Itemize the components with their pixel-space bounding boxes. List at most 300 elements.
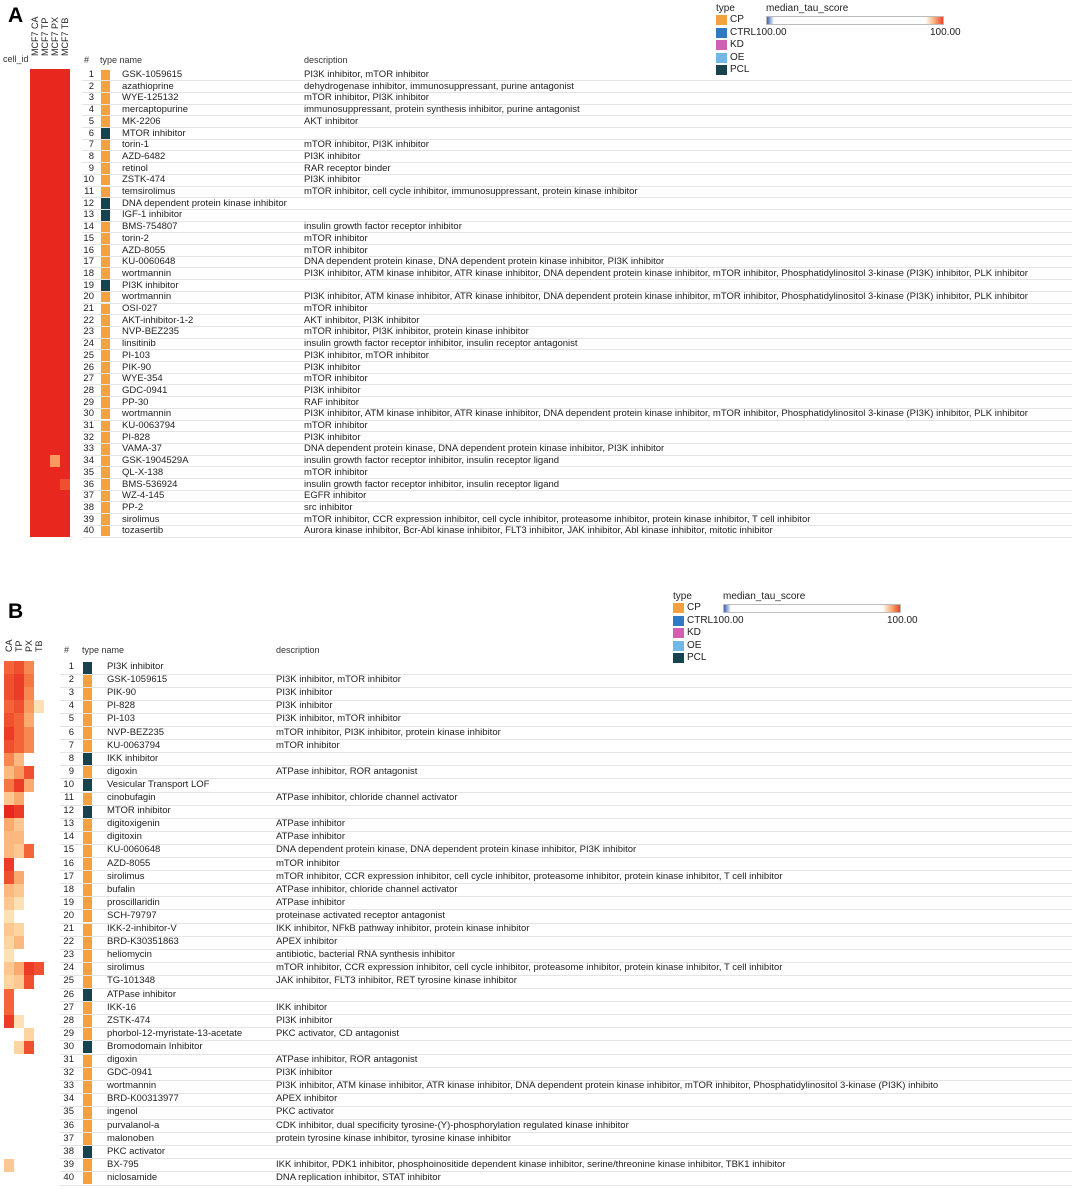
panel-a-heatmap-cell: [40, 92, 50, 104]
panel-b-row-number: 25: [63, 975, 74, 987]
panel-b-row-type-swatch: [83, 779, 92, 791]
panel-a-heatmap-cell: [30, 151, 40, 163]
panel-a-row-type-swatch: [101, 339, 110, 350]
panel-a-row-description: PI3K inhibitor: [304, 384, 361, 396]
panel-a-row-type-swatch: [101, 315, 110, 326]
panel-b-row-description: PI3K inhibitor: [276, 1067, 333, 1079]
panel-a-heatmap-cell: [40, 490, 50, 502]
panel-b-heatmap-cell: [4, 753, 14, 767]
panel-a-heatmap-cell: [30, 256, 40, 268]
panel-b-heatmap-cell: [4, 1093, 14, 1107]
panel-b-row-type-swatch: [83, 714, 92, 726]
panel-b-heatmap-cell: [4, 1172, 14, 1186]
panel-a-row-number: 12: [83, 197, 94, 209]
panel-a-heatmap-cell: [50, 350, 60, 362]
panel-a-row-description: PI3K inhibitor, mTOR inhibitor: [304, 349, 429, 361]
panel-b-heatmap-cell: [24, 779, 34, 793]
panel-a-row-description: Aurora kinase inhibitor, Bcr-Abl kinase inhibitor, FLT3 inhibitor, JAK inhibitor, Abl kinase inhibitor, mitotic inhibitor: [304, 525, 773, 537]
panel-a-heatmap-cell: [60, 151, 70, 163]
panel-a-heatmap-cell: [50, 186, 60, 198]
panel-b-row-number: 34: [63, 1093, 74, 1105]
panel-a-heatmap-cell: [40, 198, 50, 210]
panel-b-heatmap-cell: [24, 1028, 34, 1042]
panel-a-cell-id-label: cell_id: [3, 54, 29, 64]
panel-a-heatmap-cell: [40, 362, 50, 374]
panel-b-row-description: ATPase inhibitor: [276, 818, 345, 830]
panel-b-row-name: sirolimus: [107, 962, 145, 974]
panel-a-row-number: 36: [83, 478, 94, 490]
panel-a-heatmap-cell: [60, 315, 70, 327]
panel-a-row-description: AKT inhibitor, PI3K inhibitor: [304, 314, 420, 326]
panel-b-heatmap-cell: [24, 661, 34, 675]
panel-b-heatmap-cell: [14, 949, 24, 963]
panel-a-heatmap-cell: [40, 116, 50, 128]
panel-a-heatmap-cell: [30, 514, 40, 526]
panel-b-heatmap-cell: [14, 1067, 24, 1081]
panel-b-row-number: 1: [68, 661, 74, 672]
panel-a-heatmap-cell: [40, 280, 50, 292]
panel-b-heatmap-cell: [4, 661, 14, 675]
panel-a-row-name: GSK-1059615: [122, 69, 183, 80]
panel-a-column-header: MCF7 PX: [50, 16, 60, 56]
panel-b-heatmap-cell: [34, 753, 44, 767]
panel-b-heatmap-cell: [24, 897, 34, 911]
panel-b-heatmap-cell: [34, 884, 44, 898]
panel-a-row-name: wortmannin: [122, 267, 172, 279]
panel-a-heatmap-cell: [60, 116, 70, 128]
panel-b-row-name: phorbol-12-myristate-13-acetate: [107, 1027, 243, 1039]
panel-b-heatmap-cell: [14, 727, 24, 741]
panel-a-row-number: 3: [88, 92, 94, 104]
panel-a-row-description: mTOR inhibitor: [304, 244, 368, 256]
panel-a-row-number: 19: [83, 279, 94, 291]
panel-b-row-type-swatch: [83, 675, 92, 687]
panel-b-row-name: PIK-90: [107, 687, 137, 699]
panel-b-row-description: ATPase inhibitor, chloride channel activator: [276, 883, 458, 895]
panel-b: [0, 590, 1072, 1189]
panel-b-heatmap-cell: [24, 871, 34, 885]
panel-b-heatmap-cell: [34, 871, 44, 885]
panel-b-row-type-swatch: [83, 1068, 92, 1080]
panel-b-row-type-swatch: [83, 1081, 92, 1093]
panel-a-row-description: mTOR inhibitor, PI3K inhibitor: [304, 92, 429, 104]
panel-b-row-number: 30: [63, 1040, 74, 1052]
panel-a-heatmap-cell: [40, 350, 50, 362]
panel-b-row-name: BRD-K00313977: [107, 1093, 179, 1105]
panel-b-row-type-swatch: [83, 897, 92, 909]
panel-a-heatmap-cell: [50, 151, 60, 163]
panel-b-heatmap-cell: [4, 1106, 14, 1120]
panel-a-heatmap-cell: [50, 291, 60, 303]
panel-b-row-name: digoxin: [107, 1054, 138, 1065]
panel-a-heatmap-cell: [50, 198, 60, 210]
panel-b-heatmap-cell: [24, 727, 34, 741]
panel-a-row-name: ZSTK-474: [122, 174, 166, 186]
panel-a-row-number: 13: [83, 209, 94, 221]
panel-a-heatmap-cell: [60, 92, 70, 104]
panel-b-heatmap-cell: [24, 1133, 34, 1147]
panel-b-heatmap-cell: [34, 975, 44, 989]
panel-a-heatmap-cell: [40, 174, 50, 186]
panel-b-heatmap-cell: [34, 858, 44, 872]
panel-b-row-type-swatch: [83, 976, 92, 988]
panel-b-legend-label-oe: OE: [687, 639, 702, 651]
panel-a-heatmap-cell: [40, 408, 50, 420]
panel-a-row-name: PP-2: [122, 501, 144, 513]
panel-b-row-divider: [60, 1185, 1072, 1186]
panel-b-legend-swatch-oe: [673, 641, 684, 651]
panel-b-row-number: 4: [68, 700, 74, 712]
panel-a-heatmap-cell: [30, 92, 40, 104]
panel-b-row-type-swatch: [83, 1041, 92, 1053]
panel-a-heatmap-cell: [30, 69, 40, 81]
panel-b-row-number: 8: [68, 752, 74, 764]
panel-b-heatmap-cell: [4, 687, 14, 701]
panel-a-heatmap-cell: [30, 128, 40, 140]
panel-a-heatmap-cell: [40, 315, 50, 327]
panel-a-row-type-swatch: [101, 257, 110, 268]
panel-a-row-description: mTOR inhibitor: [304, 373, 368, 385]
panel-a-row-number: 31: [83, 420, 94, 431]
panel-a-heatmap-cell: [30, 326, 40, 338]
panel-b-legend-score-title: median_tau_score: [723, 591, 806, 602]
panel-a-row-type-swatch: [101, 70, 110, 81]
panel-a-legend-swatch-cp: [716, 15, 727, 25]
panel-a-heatmap-cell: [60, 525, 70, 537]
panel-a-row-name: PI-828: [122, 431, 150, 443]
panel-b-row-name: GDC-0941: [107, 1067, 153, 1079]
panel-b-heatmap-cell: [14, 1093, 24, 1107]
panel-a-heatmap-cell: [50, 245, 60, 257]
panel-a-row-description: PI3K inhibitor, mTOR inhibitor: [304, 69, 429, 80]
panel-a-heatmap-cell: [30, 373, 40, 385]
panel-b-row-name: IKK inhibitor: [107, 752, 159, 764]
panel-b-row-name: PI-828: [107, 700, 135, 712]
panel-b-heatmap-cell: [14, 805, 24, 819]
panel-b-row-number: 22: [63, 936, 74, 948]
panel-a-row-type-swatch: [101, 491, 110, 502]
panel-b-row-name: Vesicular Transport LOF: [107, 778, 210, 790]
panel-b-row-description: ATPase inhibitor: [276, 896, 345, 908]
panel-b-row-name: PI3K inhibitor: [107, 661, 164, 672]
panel-a-heatmap-cell: [30, 280, 40, 292]
panel-a-heatmap-cell: [60, 385, 70, 397]
panel-a-row-name: mercaptopurine: [122, 104, 189, 116]
panel-b-heatmap-cell: [4, 923, 14, 937]
panel-a-row-name: NVP-BEZ235: [122, 326, 180, 338]
panel-a-row-name: KU-0063794: [122, 420, 176, 431]
panel-b-row-description: IKK inhibitor: [276, 1001, 328, 1013]
panel-b-row-type-swatch: [83, 1146, 92, 1158]
panel-b-heatmap-cell: [34, 1067, 44, 1081]
panel-b-heatmap-cell: [14, 792, 24, 806]
panel-a-heatmap-cell: [40, 432, 50, 444]
panel-a-heatmap-cell: [50, 174, 60, 186]
panel-b-heatmap-cell: [34, 779, 44, 793]
panel-a-heatmap-cell: [40, 514, 50, 526]
panel-b-row-divider: [60, 752, 1072, 753]
panel-a-heatmap-cell: [60, 420, 70, 432]
panel-a-row-type-swatch: [101, 187, 110, 198]
panel-b-heatmap-cell: [34, 1146, 44, 1160]
panel-a-heatmap-cell: [30, 385, 40, 397]
panel-a-legend-score-title: median_tau_score: [766, 3, 849, 14]
panel-a-row-type-swatch: [101, 163, 110, 174]
panel-a-heatmap-cell: [40, 233, 50, 245]
panel-b-heatmap-cell: [14, 700, 24, 714]
panel-a-column-header: MCF7 TP: [40, 17, 50, 56]
panel-a-heatmap-cell: [30, 291, 40, 303]
panel-a-row-name: OSI-027: [122, 303, 158, 314]
panel-b-heatmap-cell: [34, 805, 44, 819]
panel-b-heatmap-cell: [24, 713, 34, 727]
panel-a-heatmap-cell: [40, 245, 50, 257]
panel-b-heatmap-cell: [4, 805, 14, 819]
panel-a-row-type-swatch: [101, 467, 110, 478]
panel-b-row-type-swatch: [83, 819, 92, 831]
panel-a-heatmap-cell: [30, 455, 40, 467]
panel-b-heatmap-cell: [24, 1146, 34, 1160]
panel-a-heatmap-cell: [30, 479, 40, 491]
panel-a-row-description: mTOR inhibitor: [304, 420, 368, 431]
panel-b-heatmap-cell: [14, 1106, 24, 1120]
panel-a-row-description: dehydrogenase inhibitor, immunosuppressant, purine antagonist: [304, 80, 574, 92]
panel-a-row-description: PI3K inhibitor: [304, 174, 361, 186]
panel-a-row-type-swatch: [101, 222, 110, 233]
panel-b-row-number: 2: [68, 674, 74, 686]
panel-a-row-name: AZD-8055: [122, 244, 166, 256]
panel-a-row-name: DNA dependent protein kinase inhibitor: [122, 197, 287, 209]
panel-a-row-type-swatch: [101, 444, 110, 455]
panel-a-row-number: 34: [83, 455, 94, 467]
panel-b-heatmap-cell: [4, 1146, 14, 1160]
panel-b-header-num: #: [64, 645, 70, 655]
panel-a-row-number: 32: [83, 431, 94, 443]
panel-b-heatmap-cell: [24, 936, 34, 950]
panel-a-row-name: KU-0060648: [122, 256, 176, 268]
panel-a-heatmap-cell: [30, 525, 40, 537]
panel-a-row-type-swatch: [101, 385, 110, 396]
panel-a-heatmap-cell: [60, 397, 70, 409]
panel-b-heatmap-cell: [4, 1067, 14, 1081]
panel-a-heatmap-cell: [30, 163, 40, 175]
panel-b-row-number: 15: [63, 844, 74, 856]
panel-b-label: B: [8, 600, 24, 623]
panel-b-heatmap-cell: [4, 1041, 14, 1055]
panel-a-row-number: 11: [84, 186, 94, 197]
panel-b-heatmap-cell: [14, 766, 24, 780]
panel-b-row-type-swatch: [83, 740, 92, 752]
panel-a-row-description: PI3K inhibitor: [304, 150, 361, 162]
panel-a-heatmap-cell: [60, 338, 70, 350]
panel-b-row-name: wortmannin: [107, 1080, 157, 1092]
panel-a-row-number: 40: [83, 525, 94, 537]
panel-b-heatmap-cell: [34, 713, 44, 727]
panel-b-heatmap-cell: [14, 674, 24, 688]
panel-a-heatmap-cell: [40, 221, 50, 233]
panel-b-heatmap-cell: [34, 1106, 44, 1120]
panel-b-legend-label-kd: KD: [687, 627, 701, 638]
panel-b-row-number: 5: [68, 713, 74, 725]
panel-b-row-type-swatch: [83, 793, 92, 805]
panel-a-row-name: wortmannin: [122, 408, 172, 420]
panel-b-row-description: PI3K inhibitor, ATM kinase inhibitor, ATR kinase inhibitor, DNA dependent protein kinase inhibitor, mTOR inhibitor, Phosphatidylinositol 3-kinase (PI3K) inhibito: [276, 1080, 939, 1092]
panel-b-row-description: CDK inhibitor, dual specificity tyrosine-(Y)-phosphorylation regulated kinase inhibitor: [276, 1119, 629, 1131]
panel-a-row-type-swatch: [101, 350, 110, 361]
panel-a-heatmap-cell: [60, 245, 70, 257]
panel-b-row-number: 36: [63, 1119, 74, 1131]
panel-b-row-number: 7: [68, 739, 74, 751]
panel-b-heatmap-cell: [14, 740, 24, 754]
panel-b-row-type-swatch: [83, 1015, 92, 1027]
panel-b-heatmap-cell: [4, 713, 14, 727]
panel-a-row-description: PI3K inhibitor, ATM kinase inhibitor, ATR kinase inhibitor, DNA dependent protein kinase inhibitor, mTOR inhibitor, Phosphatidylinositol 3-kinase (PI3K) inhibitor, PLK inhibitor: [304, 267, 1028, 279]
panel-a-column-header: MCF7 TB: [60, 17, 70, 56]
panel-a: [0, 0, 1072, 560]
panel-b-heatmap-cell: [24, 818, 34, 832]
panel-b-heatmap-cell: [4, 858, 14, 872]
panel-b-heatmap-cell: [34, 1041, 44, 1055]
panel-b-heatmap-cell: [14, 1080, 24, 1094]
panel-a-row-description: mTOR inhibitor, CCR expression inhibitor, cell cycle inhibitor, proteasome inhibitor, protein kinase inhibitor, T cell inhibitor: [304, 513, 811, 525]
panel-b-heatmap-cell: [14, 923, 24, 937]
panel-b-row-name: MTOR inhibitor: [107, 805, 171, 817]
panel-a-heatmap-cell: [60, 362, 70, 374]
panel-b-heatmap-cell: [4, 1159, 14, 1173]
panel-a-heatmap-cell: [30, 116, 40, 128]
panel-a-heatmap-cell: [60, 479, 70, 491]
panel-b-heatmap-cell: [4, 871, 14, 885]
panel-b-row-number: 6: [68, 726, 74, 738]
panel-b-row-type-swatch: [83, 1094, 92, 1106]
panel-b-heatmap-cell: [4, 1120, 14, 1134]
panel-b-heatmap-cell: [4, 740, 14, 754]
panel-b-row-description: PKC activator: [276, 1106, 335, 1118]
panel-a-heatmap-cell: [60, 128, 70, 140]
panel-a-row-number: 29: [83, 396, 94, 408]
panel-a-row-name: PP-30: [122, 396, 149, 408]
panel-a-row-name: torin-1: [122, 139, 149, 151]
panel-a-heatmap-cell: [50, 514, 60, 526]
panel-b-row-description: PI3K inhibitor, mTOR inhibitor: [276, 713, 401, 725]
panel-b-heatmap-cell: [24, 910, 34, 924]
panel-b-heatmap-cell: [34, 897, 44, 911]
panel-a-heatmap-cell: [60, 256, 70, 268]
panel-b-row-number: 12: [63, 805, 74, 817]
panel-b-row-description: mTOR inhibitor, PI3K inhibitor, protein kinase inhibitor: [276, 726, 501, 738]
panel-a-heatmap-cell: [60, 303, 70, 315]
panel-a-row-type-swatch: [101, 432, 110, 443]
panel-b-row-type-swatch: [83, 806, 92, 818]
panel-b-row-divider: [60, 988, 1072, 989]
panel-a-heatmap-cell: [50, 69, 60, 81]
panel-b-column-header: CA: [4, 639, 14, 652]
panel-b-heatmap-cell: [24, 923, 34, 937]
panel-a-heatmap-cell: [40, 291, 50, 303]
panel-b-heatmap-cell: [34, 1015, 44, 1029]
panel-a-heatmap-cell: [40, 303, 50, 315]
panel-b-row-name: BRD-K30351863: [107, 936, 179, 948]
panel-a-row-type-swatch: [101, 140, 110, 151]
panel-a-row-type-swatch: [101, 397, 110, 408]
panel-a-row-name: torin-2: [122, 232, 149, 244]
panel-b-heatmap-cell: [34, 989, 44, 1003]
panel-a-heatmap-cell: [40, 151, 50, 163]
panel-b-heatmap-cell: [14, 1054, 24, 1068]
panel-a-row-description: insulin growth factor receptor inhibitor, insulin receptor ligand: [304, 478, 560, 490]
panel-a-row-number: 26: [83, 361, 94, 373]
panel-a-row-description: EGFR inhibitor: [304, 490, 367, 502]
panel-b-row-type-swatch: [83, 1133, 92, 1145]
panel-b-row-type-swatch: [83, 924, 92, 936]
panel-a-row-type-swatch: [101, 116, 110, 127]
panel-b-heatmap-cell: [24, 989, 34, 1003]
panel-b-heatmap-cell: [34, 1028, 44, 1042]
panel-a-heatmap-cell: [30, 81, 40, 93]
panel-b-row-type-swatch: [83, 871, 92, 883]
panel-a-heatmap-cell: [60, 209, 70, 221]
panel-a-heatmap-cell: [60, 139, 70, 151]
panel-b-heatmap-cell: [34, 727, 44, 741]
panel-b-row-description: mTOR inhibitor: [276, 857, 340, 869]
panel-b-heatmap-cell: [34, 936, 44, 950]
panel-b-heatmap-cell: [4, 1015, 14, 1029]
panel-a-row-description: PI3K inhibitor: [304, 431, 361, 443]
panel-a-heatmap-cell: [50, 408, 60, 420]
panel-a-heatmap-cell: [30, 443, 40, 455]
panel-a-heatmap-cell: [50, 303, 60, 315]
panel-b-row-name: IKK-2-inhibitor-V: [107, 923, 177, 934]
panel-a-heatmap-cell: [50, 221, 60, 233]
panel-a-row-name: AZD-6482: [122, 150, 166, 162]
panel-b-heatmap-cell: [14, 1172, 24, 1186]
panel-b-row-description: ATPase inhibitor: [276, 831, 345, 843]
panel-a-heatmap-cell: [50, 420, 60, 432]
panel-b-heatmap-cell: [34, 962, 44, 976]
panel-b-row-number: 39: [63, 1158, 74, 1170]
panel-b-heatmap-cell: [24, 740, 34, 754]
panel-a-heatmap-cell: [30, 139, 40, 151]
panel-b-row-number: 3: [68, 687, 74, 699]
panel-a-heatmap-cell: [30, 174, 40, 186]
panel-a-heatmap-cell: [40, 467, 50, 479]
panel-b-row-description: ATPase inhibitor, chloride channel activator: [276, 792, 458, 803]
panel-a-row-number: 9: [88, 162, 94, 174]
panel-a-row-description: DNA dependent protein kinase, DNA dependent protein kinase inhibitor, PI3K inhibitor: [304, 443, 665, 455]
panel-b-heatmap-cell: [4, 962, 14, 976]
panel-a-heatmap-cell: [50, 338, 60, 350]
panel-a-heatmap-cell: [30, 350, 40, 362]
panel-b-row-type-swatch: [83, 1002, 92, 1014]
panel-a-heatmap-cell: [40, 268, 50, 280]
panel-a-row-name: linsitinib: [122, 338, 156, 350]
panel-b-heatmap-cell: [4, 674, 14, 688]
panel-b-heatmap-cell: [14, 1041, 24, 1055]
panel-a-heatmap-cell: [30, 221, 40, 233]
panel-b-heatmap-cell: [24, 1054, 34, 1068]
panel-b-row-type-swatch: [83, 701, 92, 713]
panel-b-row-name: sirolimus: [107, 870, 145, 882]
panel-b-heatmap-cell: [24, 962, 34, 976]
panel-a-heatmap-cell: [40, 525, 50, 537]
panel-a-row-number: 39: [83, 513, 94, 525]
panel-a-heatmap-cell: [60, 233, 70, 245]
panel-a-heatmap-cell: [30, 198, 40, 210]
panel-b-row-number: 37: [63, 1132, 74, 1144]
panel-a-row-description: DNA dependent protein kinase, DNA dependent protein kinase inhibitor, PI3K inhibitor: [304, 256, 665, 268]
panel-b-heatmap-cell: [4, 1028, 14, 1042]
panel-b-heatmap-cell: [4, 831, 14, 845]
